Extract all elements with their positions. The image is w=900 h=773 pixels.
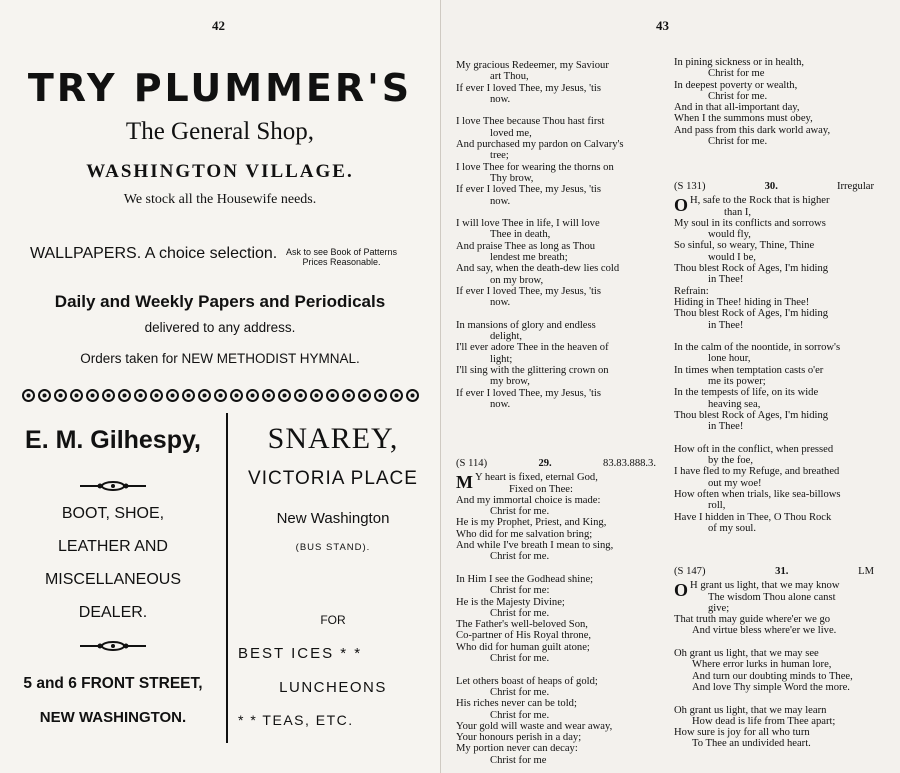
gilhespy-line-4: DEALER. — [78, 604, 148, 621]
border-rosette — [118, 389, 131, 402]
hymn-line — [456, 105, 656, 116]
page-number-left: 42 — [212, 18, 225, 33]
hymn-line: And in that all-important day, — [674, 102, 800, 114]
hymn-line: He is the Majesty Divine; — [456, 596, 565, 608]
border-rosette — [406, 389, 419, 402]
hymn-line: would I be, — [708, 251, 756, 263]
hymn-line: In mansions of glory and endless — [456, 319, 596, 331]
hymn-line: now. — [490, 297, 511, 309]
border-rosette — [230, 389, 243, 402]
hymn-line: art Thou, — [490, 71, 529, 83]
hymn-line: My soul in its conflicts and sorrows — [674, 217, 826, 229]
hymn-line: In the calm of the noontide, in sorrow's — [674, 342, 841, 354]
hymn-29-lines — [456, 472, 656, 766]
hymn-line: Christ for me. — [708, 90, 768, 102]
hymn-line: I love Thee for wearing the thorns on — [456, 161, 614, 173]
decorative-border — [22, 389, 420, 405]
plummer-ask-note — [286, 247, 397, 267]
hymn-line — [674, 693, 874, 704]
hymn-line: When I the summons must obey, — [674, 113, 813, 125]
hymn-ref: (S 147) — [674, 566, 706, 577]
hymn-29 — [456, 458, 656, 766]
hymn-number: 30. — [764, 181, 778, 192]
gilhespy-address-2: NEW WASHINGTON. — [39, 709, 187, 726]
hymn-line: Where error lurks in human lore, — [692, 659, 832, 671]
right-page — [440, 0, 900, 773]
hymn-line: lone hour, — [708, 353, 751, 365]
hymn-ref: (S 131) — [674, 181, 706, 192]
hymn-30 — [674, 181, 874, 534]
hymn-line: H, safe to the Rock that is higher — [690, 195, 830, 207]
border-rosette — [38, 389, 51, 402]
plummer-delivered: delivered to any address. — [144, 320, 296, 335]
hymn-line: So sinful, so weary, Thine, Thine — [674, 240, 815, 252]
page-number-right: 43 — [656, 18, 669, 33]
hymn-line: Christ for me. — [490, 551, 550, 563]
hymn-line: Christ for me. — [708, 136, 768, 148]
hymn-line — [456, 309, 656, 320]
hymn-line: In Him I see the Godhead shine; — [456, 573, 594, 585]
border-rosette — [150, 389, 163, 402]
hymn-line: of my soul. — [708, 522, 756, 534]
hymn-31-lines — [674, 580, 874, 749]
border-rosette — [102, 389, 115, 402]
hymn-line: on my brow, — [490, 274, 544, 286]
hymn-line: would fly, — [708, 229, 751, 241]
hymn-line: heaving sea, — [708, 398, 761, 410]
hymn-line: Christ for me — [490, 754, 547, 766]
hymn-line: by the foe, — [708, 455, 754, 467]
border-rosette — [390, 389, 403, 402]
hymn-line: And pass from this dark world away, — [674, 124, 831, 136]
hymn-line: The wisdom Thou alone canst — [708, 591, 836, 603]
border-rosette — [198, 389, 211, 402]
hymn-line: I'll sing with the glittering crown on — [456, 365, 609, 377]
hymn-ref: (S 114) — [456, 458, 488, 469]
hymn-line: now. — [490, 398, 511, 410]
plummer-location: WASHINGTON VILLAGE. — [86, 161, 354, 182]
hymn-line: Thou blest Rock of Ages, I'm hiding — [674, 409, 829, 421]
hymn-line — [456, 207, 656, 218]
gilhespy-name: E. M. Gilhespy, — [25, 426, 201, 454]
hymn-number: 31. — [775, 566, 789, 577]
hymn-line: I will love Thee in life, I will love — [456, 218, 600, 230]
gilhespy-address-1: 5 and 6 FRONT STREET, — [23, 675, 203, 692]
hymn-line: And virtue bless where'er we live. — [692, 625, 837, 637]
hymn-line: I love Thee because Thou hast first — [456, 116, 605, 128]
hymn-line: Christ for me. — [490, 607, 550, 619]
hymn-line: Thou blest Rock of Ages, I'm hiding — [674, 308, 829, 320]
plummer-wallpapers: WALLPAPERS. A choice selection. — [30, 245, 278, 262]
hymn-line: in Thee! — [708, 421, 744, 433]
hymn-line: tree; — [490, 150, 509, 162]
border-rosette — [262, 389, 275, 402]
plummer-subtitle: The General Shop, — [125, 118, 315, 145]
hymn-line: And love Thy simple Word the more. — [692, 681, 850, 693]
hymn-line: If ever I loved Thee, my Jesus, 'tis — [456, 184, 601, 196]
hymn-line: In deepest poverty or wealth, — [674, 79, 798, 91]
border-rosette — [326, 389, 339, 402]
hymn-line: And say, when the death-dew lies cold — [456, 263, 620, 275]
hymn-line: And purchased my pardon on Calvary's — [456, 139, 624, 151]
hymn-30-lines — [674, 195, 874, 534]
gilhespy-line-1: BOOT, SHOE, — [61, 505, 165, 522]
hymn-28-continued — [456, 60, 656, 410]
hymn-line: How oft in the conflict, when pressed — [674, 443, 834, 455]
hymn-line: Have I hidden in Thee, O Thou Rock — [674, 511, 832, 523]
hymn-line: And my immortal choice is made: — [456, 494, 601, 506]
hymn-line: My gracious Redeemer, my Saviour — [456, 60, 609, 71]
plummer-title: TRY PLUMMER'S — [27, 66, 413, 110]
hymn-line: give; — [708, 602, 730, 614]
hymn-line: How sure is joy for all who turn — [674, 727, 810, 739]
hymn-line: How dead is life from Thee apart; — [692, 715, 836, 727]
hymn-line: H grant us light, that we may know — [690, 580, 840, 592]
snarey-place: VICTORIA PLACE — [248, 468, 418, 489]
hymn-line: my brow, — [490, 376, 530, 388]
hymn-line — [674, 331, 874, 342]
snarey-name: SNAREY, — [267, 422, 399, 455]
border-rosette — [166, 389, 179, 402]
hymn-line: Co-partner of His Royal throne, — [456, 630, 592, 642]
border-rosette — [310, 389, 323, 402]
hymn-meter: 83.83.888.3. — [603, 458, 656, 469]
hymn-30-header — [674, 181, 874, 192]
hymn-line: In pining sickness or in health, — [674, 57, 805, 68]
hymn-line: Christ for me — [708, 68, 765, 80]
hymn-line: Let others boast of heaps of gold; — [456, 675, 598, 687]
hymn-line: roll, — [708, 500, 726, 512]
hymn-line: Thee in death, — [490, 229, 551, 241]
hymn-line: now. — [490, 195, 511, 207]
hymn-line: light; — [490, 353, 513, 365]
hymn-line: loved me, — [490, 127, 532, 139]
snarey-for: FOR — [320, 613, 346, 627]
hymn-line: His riches never can be told; — [456, 698, 577, 710]
hymn-line: In the tempests of life, on its wide — [674, 387, 819, 399]
hymn-line: And turn our doubting minds to Thee, — [692, 670, 853, 682]
plummer-tagline: We stock all the Housewife needs. — [123, 192, 317, 207]
hymn-line: Your gold will waste and wear away, — [456, 720, 613, 732]
ask-line-2: Prices Reasonable. — [302, 257, 381, 267]
hymn-line: now. — [490, 93, 511, 105]
drop-cap: O — [674, 195, 689, 216]
hymn-line: Y heart is fixed, eternal God, — [475, 472, 598, 484]
hymn-line: Who did for me salvation bring; — [456, 528, 593, 540]
hymn-line: The Father's well-beloved Son, — [456, 619, 588, 631]
hymn-line: And while I've breath I mean to sing, — [456, 540, 614, 552]
hymn-line: Refrain: — [674, 285, 709, 297]
hymn-line: My portion never can decay: — [456, 743, 578, 755]
hymn-line: in Thee! — [708, 274, 744, 286]
snarey-teas: * * TEAS, ETC. — [238, 712, 354, 728]
hymn-line: in Thee! — [708, 319, 744, 331]
plummer-orders: Orders taken for NEW METHODIST HYMNAL. — [80, 351, 360, 366]
hymn-line: Thou blest Rock of Ages, I'm hiding — [674, 263, 829, 275]
hymn-line: If ever I loved Thee, my Jesus, 'tis — [456, 285, 601, 297]
border-rosette — [70, 389, 83, 402]
hymn-line: Christ for me. — [490, 653, 550, 665]
hymn-line — [456, 664, 656, 675]
hymn-line: Fixed on Thee: — [509, 483, 573, 495]
hymn-line: lendest me breath; — [490, 252, 568, 264]
snarey-town: New Washington — [276, 510, 390, 527]
hymn-29-header — [456, 458, 656, 469]
hymn-line: Who did for human guilt atone; — [456, 641, 590, 653]
hymn-line: To Thee an undivided heart. — [692, 738, 811, 750]
hymn-line: I have fled to my Refuge, and breathed — [674, 466, 840, 478]
snarey-ices: BEST ICES * * — [238, 645, 363, 662]
hymn-line: me its power; — [708, 376, 766, 388]
border-rosette — [278, 389, 291, 402]
hymn-line — [456, 563, 656, 574]
hymn-line: delight, — [490, 331, 523, 343]
border-rosette — [54, 389, 67, 402]
ask-line-1: Ask to see Book of Patterns — [286, 247, 398, 257]
hymn-line: out my woe! — [708, 477, 762, 489]
plummer-papers: Daily and Weekly Papers and Periodicals — [54, 292, 386, 311]
left-page — [0, 0, 440, 773]
border-rosette — [182, 389, 195, 402]
hymn-line: Christ for me. — [490, 709, 550, 721]
hymn-line: If ever I loved Thee, my Jesus, 'tis — [456, 387, 601, 399]
hymn-line: In times when temptation casts o'er — [674, 364, 824, 376]
border-rosette — [342, 389, 355, 402]
ornament-icon — [0, 640, 226, 654]
border-rosette — [134, 389, 147, 402]
hymn-line: Hiding in Thee! hiding in Thee! — [674, 296, 810, 308]
snarey-bus: (BUS STAND). — [295, 542, 371, 553]
border-rosette — [22, 389, 35, 402]
hymn-line: Thy brow, — [490, 172, 534, 184]
hymn-line: That truth may guide where'er we go — [674, 614, 831, 626]
border-rosette — [86, 389, 99, 402]
hymn-line: Christ for me. — [490, 506, 550, 518]
hymn-meter: Irregular — [836, 181, 874, 192]
hymn-line: How often when trials, like sea-billows — [674, 489, 841, 501]
hymn-number: 29. — [538, 458, 552, 469]
drop-cap: O — [674, 580, 689, 601]
hymn-29-continued — [674, 57, 874, 147]
hymn-line: Your honours perish in a day; — [456, 732, 582, 744]
ornament-icon — [0, 480, 226, 494]
hymn-line: Christ for me: — [490, 585, 550, 597]
border-rosette — [246, 389, 259, 402]
border-rosette — [214, 389, 227, 402]
hymn-line: Oh grant us light, that we may see — [674, 648, 819, 660]
border-rosette — [358, 389, 371, 402]
hymn-line — [674, 637, 874, 648]
hymn-31 — [674, 566, 874, 750]
hymn-line: And praise Thee as long as Thou — [456, 240, 596, 252]
gilhespy-line-2: LEATHER AND — [58, 538, 168, 555]
border-rosette — [374, 389, 387, 402]
hymn-31-header — [674, 566, 874, 577]
hymn-meter: LM — [858, 566, 874, 577]
hymn-line — [674, 433, 874, 444]
border-rosette — [294, 389, 307, 402]
hymn-line: If ever I loved Thee, my Jesus, 'tis — [456, 82, 601, 94]
hymn-line: I'll ever adore Thee in the heaven of — [456, 342, 609, 354]
hymn-line: Christ for me. — [490, 686, 550, 698]
gilhespy-line-3: MISCELLANEOUS — [44, 571, 182, 588]
drop-cap: M — [456, 472, 473, 493]
hymn-line: He is my Prophet, Priest, and King, — [456, 517, 607, 529]
hymn-line: Oh grant us light, that we may learn — [674, 704, 827, 716]
hymn-line: than I, — [724, 206, 752, 218]
snarey-luncheons: LUNCHEONS — [279, 679, 387, 696]
